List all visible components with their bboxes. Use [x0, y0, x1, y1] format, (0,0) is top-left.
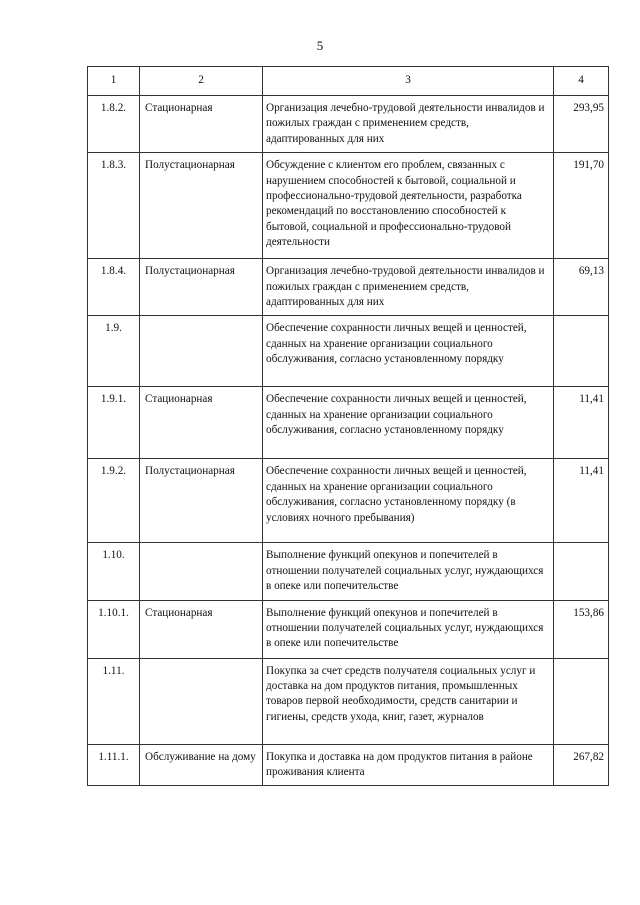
service-form-cell: Полустационарная	[140, 153, 263, 259]
header-col-1: 1	[88, 67, 140, 96]
table-row	[88, 600, 609, 658]
service-number-cell: 1.8.2.	[88, 96, 140, 153]
service-form-cell: Полустационарная	[140, 259, 263, 316]
service-number-cell: 1.8.4.	[88, 259, 140, 316]
service-form-cell	[140, 316, 263, 387]
service-form-cell	[140, 543, 263, 600]
service-price-cell: 153,86	[554, 600, 609, 658]
service-form-cell: Стационарная	[140, 96, 263, 153]
service-description-cell: Обеспечение сохранности личных вещей и ценностей, сданных на хранение организации социального обслуживания, согласно установленному порядку (в условиях ночного пребывания)	[263, 459, 554, 543]
table-row	[88, 316, 609, 387]
service-number-cell: 1.10.	[88, 543, 140, 600]
service-form-cell	[140, 658, 263, 744]
service-price-cell: 191,70	[554, 153, 609, 259]
service-number-cell: 1.9.1.	[88, 387, 140, 459]
service-description-cell: Организация лечебно-трудовой деятельности инвалидов и пожилых граждан с применением средств, адаптированных для них	[263, 96, 554, 153]
page-number: 5	[316, 38, 324, 53]
service-number-cell: 1.11.	[88, 658, 140, 744]
service-description-cell: Обеспечение сохранности личных вещей и ценностей, сданных на хранение организации социального обслуживания, согласно установленному порядку	[263, 387, 554, 459]
header-col-3: 3	[263, 67, 554, 96]
table-row	[88, 387, 609, 459]
service-description-cell: Обсуждение с клиентом его проблем, связанных с нарушением способностей к бытовой, социальной и профессионально-трудовой деятельности, разработка рекомендаций по восстановлению способностей к бытовой, социальной и профессионально-трудовой деятельности	[263, 153, 554, 259]
service-description-cell: Организация лечебно-трудовой деятельности инвалидов и пожилых граждан с применением средств, адаптированных для них	[263, 259, 554, 316]
service-price-cell	[554, 658, 609, 744]
service-price-cell	[554, 543, 609, 600]
service-number-cell: 1.9.	[88, 316, 140, 387]
service-number-cell: 1.8.3.	[88, 153, 140, 259]
table-row	[88, 96, 609, 153]
service-price-cell: 69,13	[554, 259, 609, 316]
table-row	[88, 153, 609, 259]
table-row	[88, 658, 609, 744]
table-row	[88, 744, 609, 786]
service-description-cell: Выполнение функций опекунов и попечителей в отношении получателей социальных услуг, нуждающихся в опеке или попечительстве	[263, 600, 554, 658]
table-row	[88, 459, 609, 543]
service-description-cell: Выполнение функций опекунов и попечителей в отношении получателей социальных услуг, нуждающихся в опеке или попечительстве	[263, 543, 554, 600]
table-row	[88, 259, 609, 316]
service-form-cell: Обслуживание на дому	[140, 744, 263, 786]
service-number-cell: 1.9.2.	[88, 459, 140, 543]
table-row	[88, 543, 609, 600]
service-form-cell: Стационарная	[140, 387, 263, 459]
service-number-cell: 1.11.1.	[88, 744, 140, 786]
services-tariff-table	[87, 66, 609, 786]
service-description-cell: Обеспечение сохранности личных вещей и ценностей, сданных на хранение организации социального обслуживания, согласно установленному порядку	[263, 316, 554, 387]
service-price-cell	[554, 316, 609, 387]
service-price-cell: 11,41	[554, 387, 609, 459]
table-header-row	[88, 67, 609, 96]
service-description-cell: Покупка и доставка на дом продуктов питания в районе проживания клиента	[263, 744, 554, 786]
service-form-cell: Стационарная	[140, 600, 263, 658]
service-price-cell: 267,82	[554, 744, 609, 786]
service-price-cell: 11,41	[554, 459, 609, 543]
service-price-cell: 293,95	[554, 96, 609, 153]
service-number-cell: 1.10.1.	[88, 600, 140, 658]
service-form-cell: Полустационарная	[140, 459, 263, 543]
service-description-cell: Покупка за счет средств получателя социальных услуг и доставка на дом продуктов питания, промышленных товаров первой необходимости, средств санитарии и гигиены, средств ухода, книг, газет, журналов	[263, 658, 554, 744]
header-col-4: 4	[554, 67, 609, 96]
header-col-2: 2	[140, 67, 263, 96]
